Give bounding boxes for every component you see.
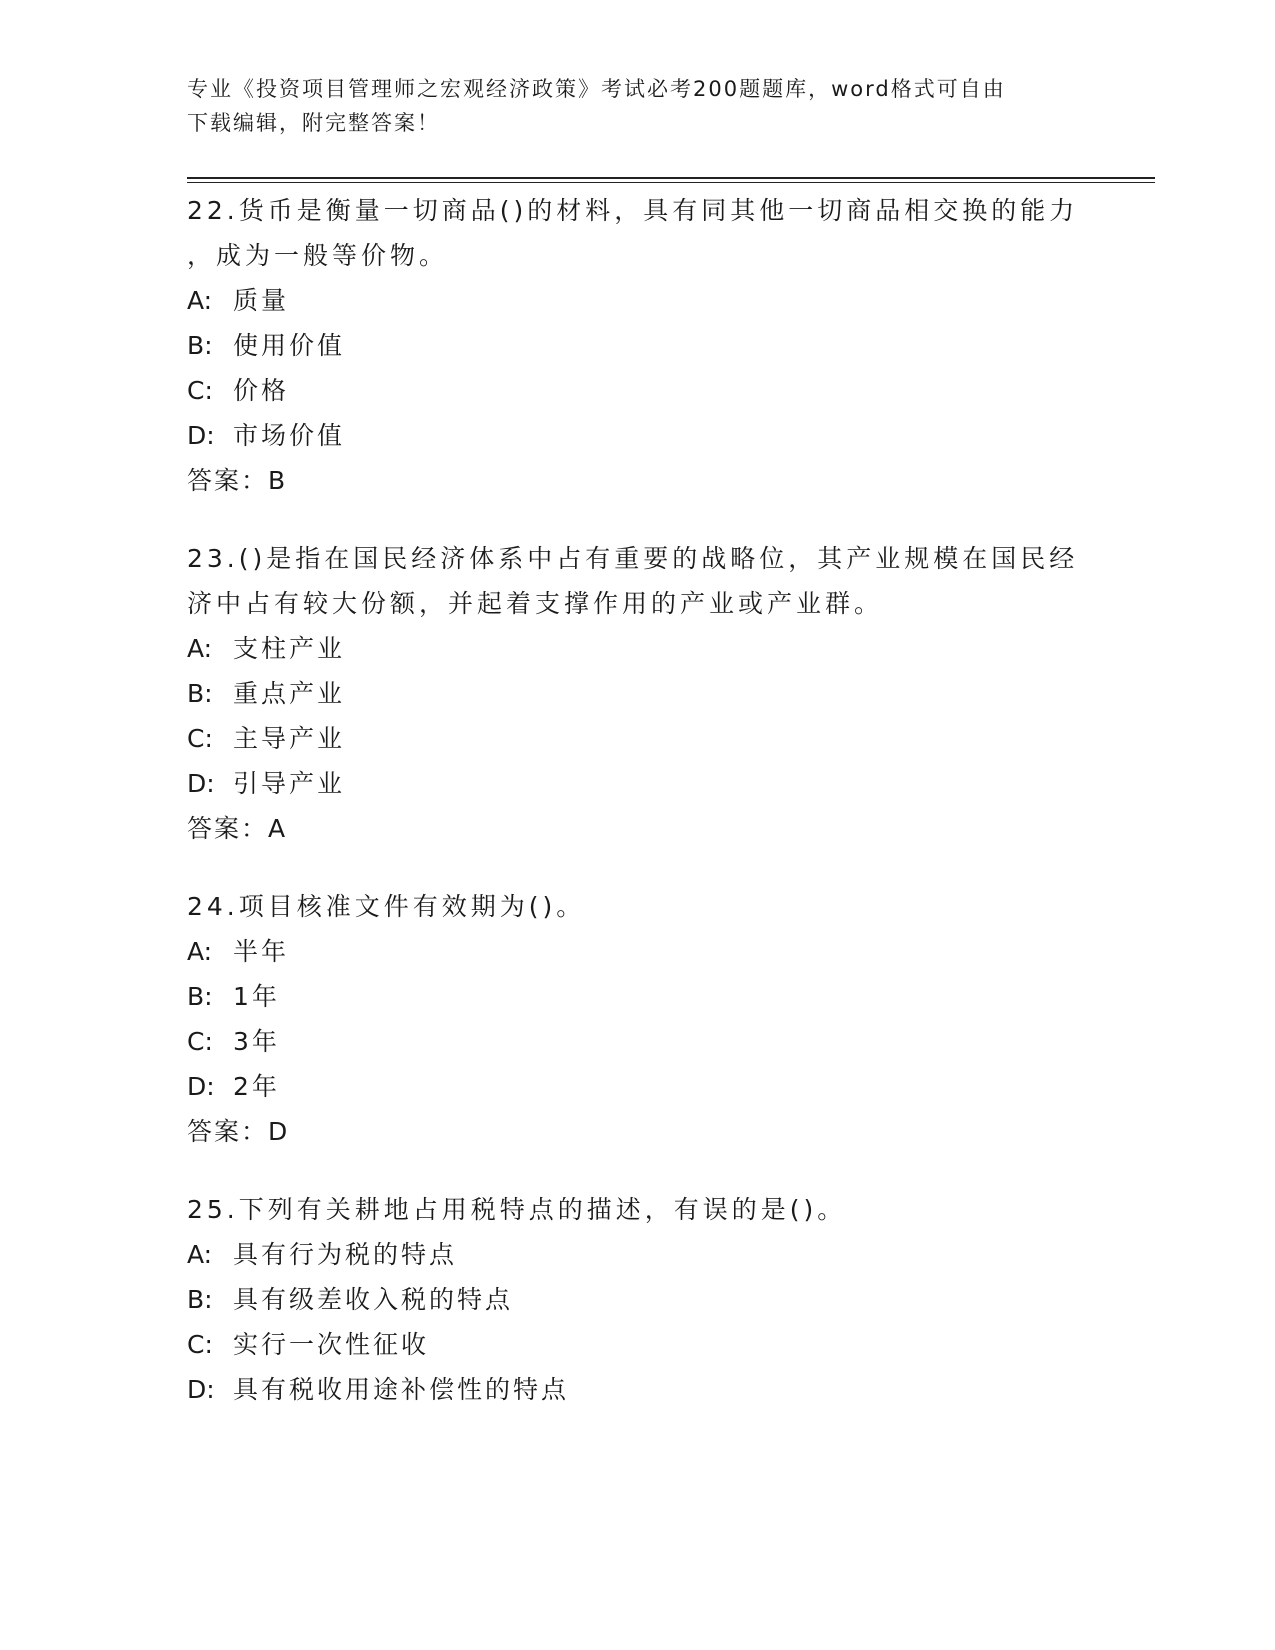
option-letter: B: [187, 1285, 213, 1314]
question-24 [187, 884, 1087, 1154]
option-letter: C: [187, 376, 213, 405]
option-text: 支柱产业 [233, 634, 346, 663]
option-text: 价格 [233, 376, 290, 405]
option-b [187, 974, 1087, 1019]
option-text: 使用价值 [233, 331, 346, 360]
option-text: 引导产业 [233, 769, 346, 798]
option-text: 具有行为税的特点 [233, 1240, 458, 1269]
option-text: 具有级差收入税的特点 [233, 1285, 514, 1314]
option-text: 半年 [233, 937, 290, 966]
answer-label: 答案： [187, 466, 269, 495]
answer-value: D [268, 1117, 288, 1146]
option-a [187, 929, 1087, 974]
option-text: 质量 [233, 286, 290, 315]
question-text: 25.下列有关耕地占用税特点的描述，有误的是()。 [187, 1195, 847, 1224]
answer-label: 答案： [187, 814, 269, 843]
option-letter: C: [187, 724, 213, 753]
question-22 [187, 188, 1087, 503]
question-25 [187, 1187, 1087, 1412]
option-text: 3年 [233, 1027, 280, 1056]
option-letter: C: [187, 1330, 213, 1359]
header-divider-thick [187, 177, 1155, 179]
option-letter: D: [187, 769, 215, 798]
question-23 [187, 536, 1087, 851]
answer-value: A [268, 814, 286, 843]
option-d [187, 1367, 1087, 1412]
option-a [187, 278, 1087, 323]
option-d [187, 1064, 1087, 1109]
option-d [187, 761, 1087, 806]
option-letter: A: [187, 937, 213, 966]
question-list [187, 188, 1087, 1445]
option-b [187, 1277, 1087, 1322]
option-letter: D: [187, 1072, 215, 1101]
answer-line [187, 1109, 1087, 1154]
header-divider-thin [187, 182, 1155, 183]
option-text: 实行一次性征收 [233, 1330, 430, 1359]
option-c [187, 716, 1087, 761]
option-c [187, 1322, 1087, 1367]
header-line-1: 专业《投资项目管理师之宏观经济政策》考试必考200题题库，word格式可自由 [187, 77, 1006, 101]
option-text: 主导产业 [233, 724, 346, 753]
option-letter: B: [187, 679, 213, 708]
option-text: 2年 [233, 1072, 280, 1101]
question-text: 24.项目核准文件有效期为()。 [187, 892, 586, 921]
answer-line [187, 458, 1087, 503]
option-b [187, 671, 1087, 716]
option-letter: C: [187, 1027, 213, 1056]
question-text: 22.货币是衡量一切商品()的材料，具有同其他一切商品相交换的能力 [187, 196, 1079, 225]
option-text: 1年 [233, 982, 280, 1011]
option-b [187, 323, 1087, 368]
option-letter: A: [187, 634, 213, 663]
option-c [187, 1019, 1087, 1064]
option-a [187, 626, 1087, 671]
question-text: 23.()是指在国民经济体系中占有重要的战略位，其产业规模在国民经 [187, 544, 1079, 573]
option-letter: D: [187, 421, 215, 450]
document-header [187, 72, 1087, 140]
option-letter: B: [187, 982, 213, 1011]
option-letter: D: [187, 1375, 215, 1404]
answer-line [187, 806, 1087, 851]
option-letter: A: [187, 286, 213, 315]
option-d [187, 413, 1087, 458]
option-text: 重点产业 [233, 679, 346, 708]
answer-value: B [268, 466, 286, 495]
option-text: 具有税收用途补偿性的特点 [233, 1375, 570, 1404]
question-text-continued: ，成为一般等价物。 [187, 241, 449, 270]
option-letter: B: [187, 331, 213, 360]
option-c [187, 368, 1087, 413]
option-text: 市场价值 [233, 421, 346, 450]
question-text-continued: 济中占有较大份额，并起着支撑作用的产业或产业群。 [187, 589, 884, 618]
option-letter: A: [187, 1240, 213, 1269]
answer-label: 答案： [187, 1117, 269, 1146]
option-a [187, 1232, 1087, 1277]
header-line-2: 下载编辑，附完整答案！ [187, 111, 440, 135]
